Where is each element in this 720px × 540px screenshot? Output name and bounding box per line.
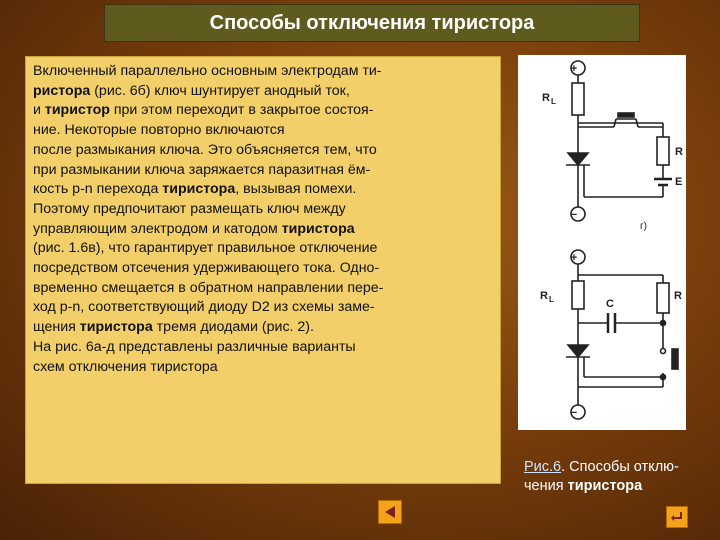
resistor-r-icon — [657, 137, 669, 165]
caption-text: . Способы отклю- — [561, 459, 679, 475]
thyristor-icon — [568, 345, 588, 357]
r-label: R — [675, 146, 683, 158]
e-label: E — [675, 176, 683, 188]
minus-label: − — [570, 209, 578, 221]
body-line: ние. Некоторые повторно включаются — [33, 122, 285, 139]
body-line: (рис. 6б) ключ шунтирует анодный ток, — [90, 82, 350, 99]
caption-text: чения — [524, 478, 568, 494]
resistor-rl-icon — [572, 83, 584, 115]
figure-link[interactable]: Рис.6 — [524, 459, 562, 475]
return-arrow-icon — [670, 510, 684, 524]
body-bold: тиристора — [162, 181, 236, 198]
r-label: R — [674, 290, 682, 302]
body-line: (рис. 1.6в), что гарантирует правильное отключение — [33, 240, 378, 257]
plus-label: + — [570, 252, 578, 264]
body-line: временно смещается в обратном направлении пере- — [33, 279, 384, 296]
circuit-diagram — [518, 55, 686, 430]
plus-label: + — [570, 63, 578, 75]
body-line: щения — [33, 319, 80, 336]
rl-subscript: L — [549, 295, 554, 304]
body-line: , вызывая помехи. — [235, 181, 357, 198]
body-line: после размыкания ключа. Это объясняется тем, что — [33, 141, 377, 158]
circuit-diagram-panel — [518, 55, 686, 430]
body-line: кость p-n перехода — [33, 181, 163, 198]
text-panel — [25, 56, 501, 484]
slide-title: Способы отключения тиристора — [209, 11, 535, 34]
figure-caption — [524, 458, 694, 496]
body-bold: тиристор — [44, 102, 110, 119]
thyristor-icon — [568, 153, 588, 165]
minus-label: − — [570, 407, 578, 419]
rl-subscript: L — [551, 97, 556, 106]
body-line: при размыкании ключа заряжается паразитная ём- — [33, 161, 371, 178]
body-line: На рис. 6а-д представлены различные варианты — [33, 338, 356, 355]
resistor-rl-icon — [572, 281, 584, 309]
body-line: Поэтому предпочитают размещать ключ между — [33, 200, 346, 217]
previous-slide-button[interactable] — [378, 500, 402, 524]
body-line: и — [33, 102, 45, 119]
body-line: управляющим электродом и катодом — [33, 220, 282, 237]
body-line: при этом переходит в закрытое состоя- — [109, 102, 374, 119]
resistor-r-icon — [657, 283, 669, 313]
figure-tag: г) — [640, 221, 647, 232]
body-line: схем отключения тиристора — [33, 358, 218, 375]
body-bold: ристора — [33, 82, 91, 99]
return-button[interactable] — [666, 506, 688, 528]
body-text — [33, 62, 493, 377]
c-label: C — [606, 298, 614, 310]
rl-label: R — [542, 92, 550, 104]
rl-label: R — [540, 290, 548, 302]
body-line: Включенный параллельно основным электродам ти- — [33, 63, 382, 79]
body-line: тремя диодами (рис. 2). — [152, 319, 314, 336]
caption-bold: тиристора — [567, 478, 643, 494]
switch-icon — [618, 113, 634, 117]
body-bold: тиристора — [79, 319, 153, 336]
body-line: посредством отсечения удерживающего тока. Одно- — [33, 260, 380, 277]
body-bold: тиристора — [281, 220, 355, 237]
triangle-left-icon — [383, 505, 397, 519]
body-line: ход p-n, соответствующий диоду D2 из схемы заме- — [33, 299, 375, 316]
title-bar — [104, 4, 640, 42]
push-button-icon — [672, 349, 678, 369]
